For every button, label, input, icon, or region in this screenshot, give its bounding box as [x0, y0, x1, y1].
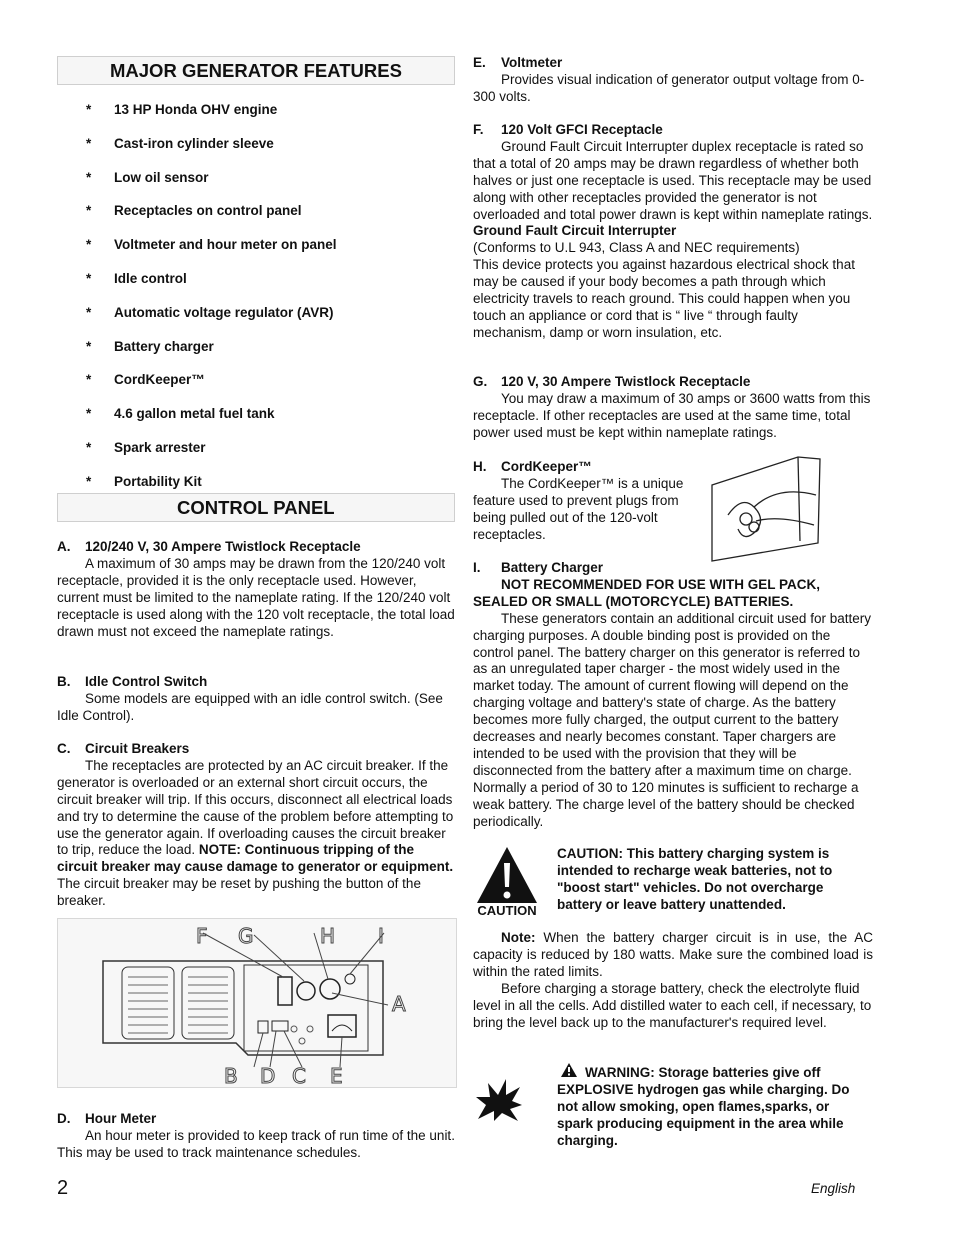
bullet-star: *: [86, 473, 92, 489]
section-d: D. Hour Meter An hour meter is provided to keep track of run time of the unit. This may be used to track maintenance schedules.: [57, 1111, 455, 1160]
bullet-star: *: [86, 102, 92, 117]
label-e: E: [330, 1064, 343, 1087]
major-features-title: MAJOR GENERATOR FEATURES: [57, 56, 455, 85]
cordkeeper-illustration: [708, 455, 826, 565]
bullet-star: *: [86, 338, 92, 354]
label-i: I: [378, 924, 384, 948]
bullet-star: *: [86, 169, 92, 185]
control-panel-title: CONTROL PANEL: [57, 493, 455, 522]
label-d: D: [260, 1064, 276, 1087]
bullet-star: *: [86, 271, 92, 286]
caution-icon: [474, 845, 540, 919]
feature-label: CordKeeper™: [114, 372, 205, 388]
label-b: B: [224, 1064, 238, 1087]
warning-text: WARNING: Storage batteries give off EXPLOSIVE hydrogen gas while charging. Do not allow smoking, open flames,sparks, or spark producing equipment in the area while charging.: [557, 1065, 857, 1150]
control-panel-diagram: [57, 918, 457, 1088]
section-h: H. CordKeeper™ The CordKeeper™ is a unique feature used to prevent plugs from being pulled out of the 120-volt receptacles.: [473, 459, 684, 542]
feature-label: Voltmeter and hour meter on panel: [114, 237, 337, 253]
feature-label: 4.6 gallon metal fuel tank: [114, 406, 275, 422]
feature-label: Portability Kit: [114, 473, 202, 489]
feature-label: Spark arrester: [114, 440, 206, 455]
section-g: G. 120 V, 30 Ampere Twistlock Receptacle You may draw a maximum of 30 amps or 3600 watts from this receptacle. If other receptacles are used at the same time, total power used must be kept within nameplate ratings.: [473, 374, 871, 440]
feature-label: Low oil sensor: [114, 169, 209, 185]
bullet-star: *: [86, 372, 92, 388]
bullet-star: *: [86, 440, 92, 455]
feature-label: Automatic voltage regulator (AVR): [114, 304, 334, 320]
label-c: C: [292, 1064, 306, 1087]
feature-label: Cast-iron cylinder sleeve: [114, 135, 274, 151]
explosion-icon: [474, 1075, 524, 1123]
section-b: B. Idle Control Switch Some models are equipped with an idle control switch. (See Idle Control).: [57, 674, 443, 723]
caution-label: CAUTION: [477, 903, 537, 918]
warning-icon: [560, 1062, 578, 1078]
bullet-star: *: [86, 237, 92, 253]
section-f: F. 120 Volt GFCI Receptacle Ground Fault Circuit Interrupter duplex receptacle is rated so that a total of 20 amps may be drawn regardless of whether both halves or just one receptacle is used. This receptacle may be used along with other receptacles provided the generator is not overloaded and total power drawn is kept within nameplate ratings. Ground Fault Circuit Interrupter (Conforms to U.L 943, Class A and NEC requirements) This device protects you against hazardous electrical shock that may be caused if your body becomes a path through which electricity travels to reach ground. This could happen when you touch an appliance or cord that is “ live “ through faulty mechanism, damp or worn insulation, etc.: [473, 122, 873, 340]
feature-label: Receptacles on control panel: [114, 203, 302, 219]
language-label: English: [811, 1181, 856, 1196]
bullet-star: *: [86, 135, 92, 151]
section-a: A. 120/240 V, 30 Ampere Twistlock Receptacle A maximum of 30 amps may be drawn from the 120/240 volt receptacle, provided it is the only receptacle used. However, current must be limited to the nameplate rating. If the 120/240 volt receptacle is used along with the 120 volt receptacle, the total load drawn must not exceed the nameplate ratings.: [57, 539, 455, 639]
label-g: G: [238, 924, 254, 948]
bullet-star: *: [86, 406, 92, 422]
feature-label: Idle control: [114, 271, 187, 286]
label-f: F: [196, 924, 208, 948]
label-a: A: [392, 992, 406, 1016]
bullet-star: *: [86, 203, 92, 219]
caution-text: CAUTION: This battery charging system is intended to recharge weak batteries, not to "boost start" vehicles. Do not overcharge battery or leave battery unattended.: [557, 846, 833, 912]
feature-label: Battery charger: [114, 338, 214, 354]
feature-label: 13 HP Honda OHV engine: [114, 102, 278, 117]
label-h: H: [320, 924, 336, 948]
bullet-star: *: [86, 304, 92, 320]
section-e: E. Voltmeter Provides visual indication of generator output voltage from 0-300 volts.: [473, 55, 865, 104]
control-panel-drawing: [58, 919, 456, 1087]
page-number: 2: [57, 1177, 69, 1199]
section-i: I. Battery Charger NOT RECOMMENDED FOR USE WITH GEL PACK, SEALED OR SMALL (MOTORCYCLE) BATTERIES. These generators contain an additional circuit used for battery charging purposes. A double binding post is provided on the control panel. The battery charger on this generator is referred to as an unregulated taper charger - the most widely used in the market today. The amount of current flowing will depend on the charging voltage and battery's state of charge. As the battery becomes more fully charged, the output current to the battery decreases and nearly becomes constant. Taper chargers are intended to be used with the provision that they will be disconnected from the battery after a maximum time on charge. Normally a period of 30 to 120 minutes is sufficient to recharge a weak battery. The charge level of the battery should be checked periodically.: [473, 560, 871, 829]
battery-note: Note: When the battery charger circuit is in use, the AC capacity is reduced by 180 watts. Make sure the combined load is within the rated limits. Before charging a storage battery, check the electrolyte fluid level in all the cells. Add distilled water to each cell, if necessary, to bring the level back up to the manufacturer's required level.: [473, 930, 873, 1030]
section-c: C. Circuit Breakers The receptacles are protected by an AC circuit breaker. If the generator is overloaded or an external short circuit occurs, the circuit breaker will trip. If this occurs, disconnect all electrical loads and try to determine the cause of the problem before attempting to use the generator again. If overloading causes the circuit breaker to trip, reduce the load. NOTE: Continuous tripping of the circuit breaker may cause damage to generator or equipment. The circuit breaker may be reset by pushing the button of the breaker.: [57, 741, 454, 909]
